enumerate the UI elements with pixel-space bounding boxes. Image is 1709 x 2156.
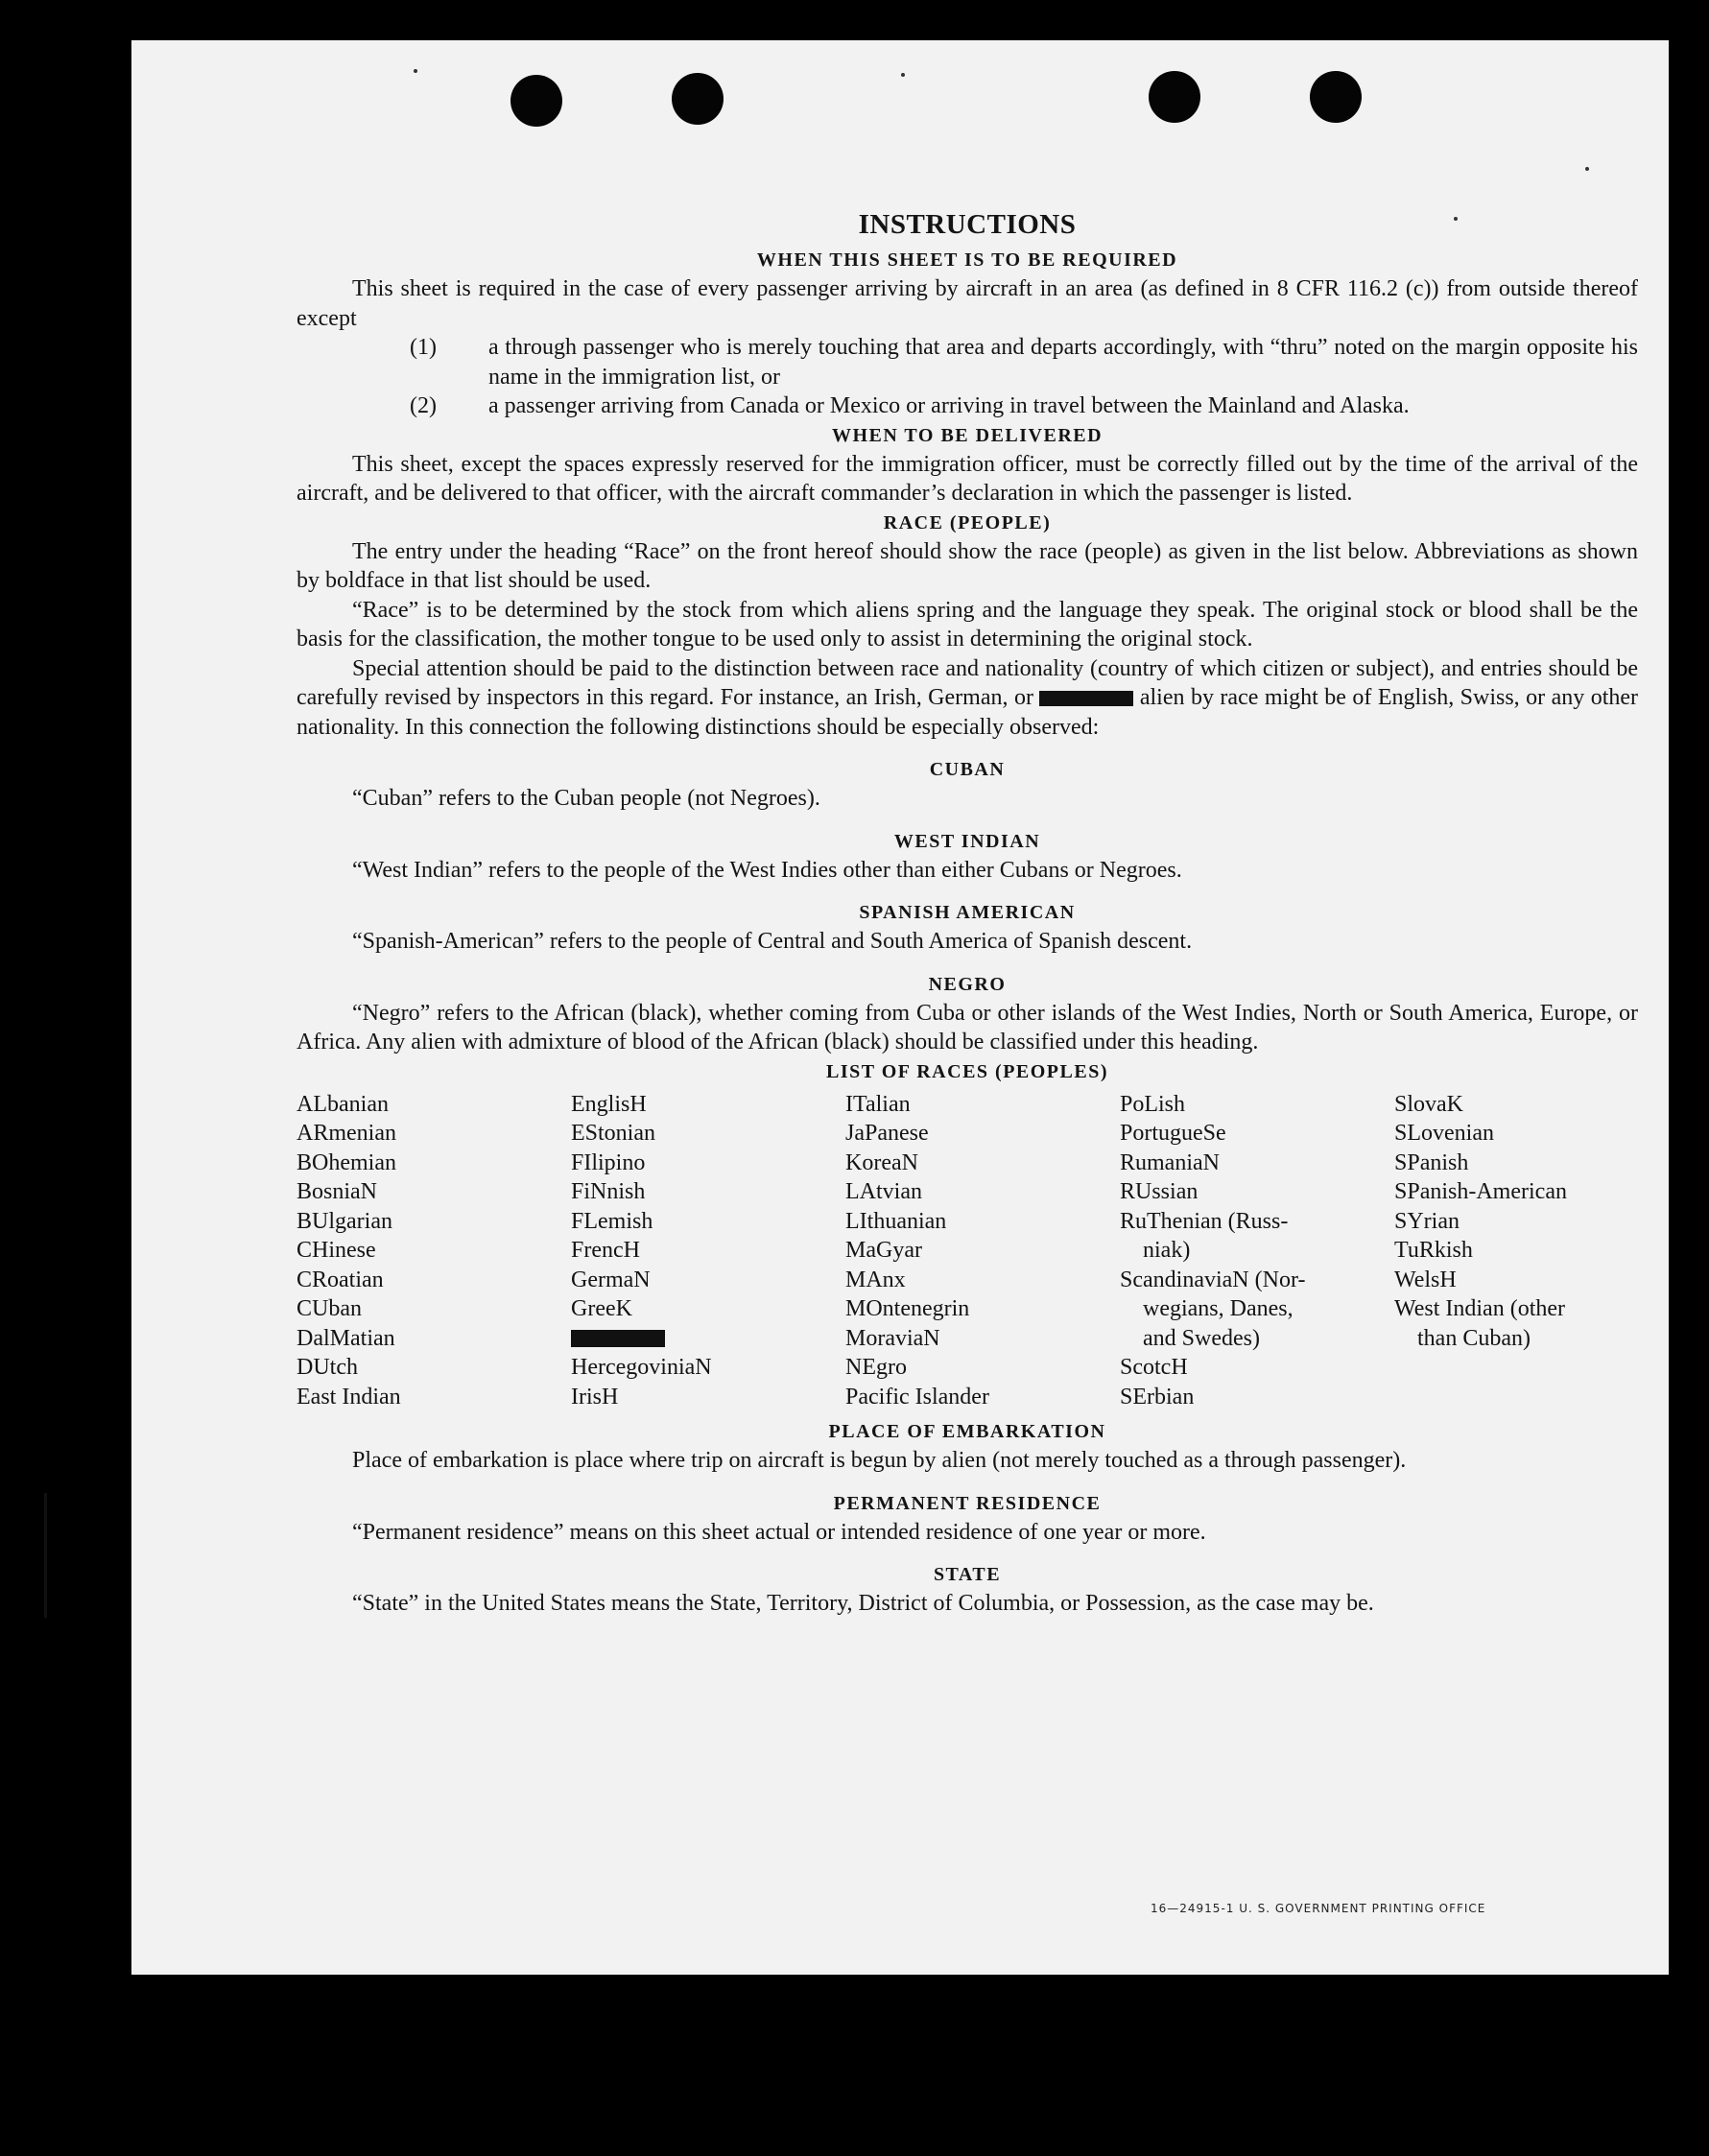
- state-text: “State” in the United States means the State, Territory, District of Columbia, or Possession, as the case may be.: [352, 1591, 1374, 1616]
- printer-footer: 16—24915-1 U. S. GOVERNMENT PRINTING OFFICE: [1151, 1902, 1486, 1915]
- race-entry: IrisH: [571, 1384, 619, 1410]
- race-entry: SYrian: [1394, 1208, 1460, 1234]
- race-entry: MOntenegrin: [845, 1296, 970, 1321]
- document-sheet: [131, 40, 1669, 1975]
- race-entry: SLovenian: [1394, 1121, 1494, 1146]
- redaction-mark: [1039, 691, 1133, 706]
- cuban-text: “Cuban” refers to the Cuban people (not Negroes).: [352, 786, 820, 811]
- heading-west-indian: WEST INDIAN: [893, 830, 1041, 852]
- race-paragraph-3-start: Special attention should be paid to the distinction between race and nationality (country of which citizen or subject), and entries should be carefully revised by inspectors in this regard. For instance, an Irish, German, or: [297, 655, 1638, 710]
- race-entry: MoraviaN: [845, 1325, 940, 1351]
- spanish-american-text: “Spanish-American” refers to the people of Central and South America of Spanish descent.: [352, 929, 1193, 954]
- race-entry: LAtvian: [845, 1179, 922, 1204]
- exception-number: (2): [410, 393, 437, 418]
- race-list: [297, 1090, 1638, 1412]
- race-entry: PoLish: [1120, 1091, 1186, 1117]
- instructions-content: [297, 203, 1638, 1619]
- race-entry: Pacific Islander: [845, 1384, 989, 1410]
- exception-item-1: [297, 333, 1638, 391]
- race-entry: HercegoviniaN: [571, 1355, 712, 1380]
- race-entry: RumaniaN: [1120, 1149, 1220, 1175]
- race-entry: ScandinaviaN (Nor-: [1120, 1267, 1306, 1292]
- race-entry: FIlipino: [571, 1149, 646, 1175]
- exception-text: a passenger arriving from Canada or Mexico or arriving in travel between the Mainland and Alaska.: [488, 393, 1410, 418]
- race-entry: SErbian: [1120, 1384, 1195, 1410]
- race-entry: SPanish-American: [1394, 1179, 1567, 1204]
- race-entry: KoreaN: [845, 1149, 918, 1175]
- paper-speck: [1585, 167, 1589, 171]
- race-entry-continued: and Swedes): [1143, 1325, 1260, 1351]
- embarkation-text: Place of embarkation is place where trip on aircraft is begun by alien (not merely touched as a through passenger).: [352, 1448, 1407, 1473]
- heading-list-of-races: LIST OF RACES (PEOPLES): [825, 1060, 1108, 1082]
- race-entry: MaGyar: [845, 1238, 922, 1263]
- race-entry: SPanish: [1394, 1149, 1469, 1175]
- race-entry: PortugueSe: [1120, 1121, 1226, 1146]
- heading-embarkation: PLACE OF EMBARKATION: [828, 1421, 1106, 1442]
- race-entry: TuRkish: [1394, 1238, 1473, 1263]
- race-entry: SlovaK: [1394, 1091, 1463, 1117]
- race-column-4: [1120, 1090, 1394, 1412]
- race-entry: FrencH: [571, 1238, 640, 1263]
- race-entry: RUssian: [1120, 1179, 1199, 1204]
- race-entry-continued: niak): [1143, 1238, 1191, 1263]
- race-entry: JaPanese: [845, 1121, 929, 1146]
- heading-state: STATE: [933, 1564, 1002, 1585]
- heading-spanish-american: SPANISH AMERICAN: [859, 902, 1076, 923]
- race-entry: NEgro: [845, 1355, 907, 1380]
- race-paragraph-3-end: alien by race might be of English, Swiss, or any other nationality. In this connection the following distinctions should be especially observed:: [297, 685, 1639, 740]
- race-paragraph-1: The entry under the heading “Race” on the front hereof should show the race (people) as given in the list below. Abbreviations as shown by boldface in that list should be used.: [297, 538, 1638, 593]
- race-entry: BUlgarian: [297, 1208, 392, 1234]
- race-paragraph-2: “Race” is to be determined by the stock from which aliens spring and the language they speak. The original stock or blood shall be the basis for the classification, the mother tongue to be used only to assist in determining the original stock.: [297, 597, 1638, 652]
- paper-speck: [414, 69, 417, 73]
- race-entry-continued: than Cuban): [1417, 1325, 1531, 1351]
- race-entry: ARmenian: [297, 1121, 396, 1146]
- race-entry: RuThenian (Russ-: [1120, 1208, 1289, 1234]
- race-entry: GermaN: [571, 1267, 651, 1292]
- race-entry: FiNnish: [571, 1179, 646, 1204]
- race-entry: ScotcH: [1120, 1355, 1188, 1380]
- race-entry: FLemish: [571, 1208, 653, 1234]
- race-entry: ITalian: [845, 1091, 911, 1117]
- punch-hole: [672, 73, 724, 125]
- heading-permanent-residence: PERMANENT RESIDENCE: [833, 1492, 1102, 1514]
- race-entry: MAnx: [845, 1267, 906, 1292]
- race-paragraph-3: [297, 654, 1638, 743]
- race-entry-continued: wegians, Danes,: [1143, 1296, 1294, 1321]
- paper-speck: [901, 73, 905, 77]
- punch-hole: [1310, 71, 1362, 123]
- west-indian-text: “West Indian” refers to the people of the West Indies other than either Cubans or Negroes.: [352, 857, 1182, 883]
- redaction-mark: [571, 1330, 665, 1347]
- heading-when-required: WHEN THIS SHEET IS TO BE REQUIRED: [756, 249, 1178, 271]
- race-entry: WelsH: [1394, 1267, 1457, 1292]
- race-entry: East Indian: [297, 1384, 401, 1410]
- race-entry-redacted: [571, 1324, 845, 1354]
- punch-hole: [510, 75, 562, 127]
- race-entry: EStonian: [571, 1121, 655, 1146]
- punch-hole: [1149, 71, 1200, 123]
- scan-edge-mark: [44, 1493, 47, 1618]
- race-entry: EnglisH: [571, 1091, 647, 1117]
- race-entry: CHinese: [297, 1238, 376, 1263]
- race-column-1: [297, 1090, 571, 1412]
- race-entry: DUtch: [297, 1355, 358, 1380]
- heading-race: RACE (PEOPLE): [883, 511, 1052, 533]
- race-entry: LIthuanian: [845, 1208, 947, 1234]
- race-column-2: [571, 1090, 845, 1412]
- delivered-text: This sheet, except the spaces expressly reserved for the immigration officer, must be correctly filled out by the time of the arrival of the aircraft, and be delivered to that officer, with the aircraft commander’s declaration in which the passenger is listed.: [297, 451, 1638, 506]
- race-entry: West Indian (other: [1394, 1296, 1566, 1321]
- heading-when-delivered: WHEN TO BE DELIVERED: [831, 424, 1104, 446]
- race-entry: BosniaN: [297, 1179, 377, 1204]
- exception-text: a through passenger who is merely touching that area and departs accordingly, with “thru” noted on the margin opposite his name in the immigration list, or: [488, 335, 1638, 390]
- race-entry: CUban: [297, 1296, 362, 1321]
- page-title: INSTRUCTIONS: [858, 209, 1077, 240]
- race-entry: CRoatian: [297, 1267, 384, 1292]
- race-entry: DalMatian: [297, 1325, 395, 1351]
- race-entry: GreeK: [571, 1296, 632, 1321]
- residence-text: “Permanent residence” means on this sheet actual or intended residence of one year or more.: [352, 1519, 1206, 1545]
- required-intro: This sheet is required in the case of every passenger arriving by aircraft in an area (as defined in 8 CFR 116.2 (c)) from outside thereof except: [297, 276, 1638, 331]
- exception-number: (1): [410, 335, 437, 360]
- heading-cuban: CUBAN: [929, 759, 1006, 780]
- negro-text: “Negro” refers to the African (black), whether coming from Cuba or other islands of the West Indies, North or South America, Europe, or Africa. Any alien with admixture of blood of the African (black) should be classified under this heading.: [297, 1000, 1638, 1054]
- race-column-3: [845, 1090, 1120, 1412]
- heading-negro: NEGRO: [928, 973, 1007, 995]
- race-entry: ALbanian: [297, 1091, 389, 1117]
- exception-item-2: [297, 391, 1638, 421]
- race-entry: BOhemian: [297, 1149, 396, 1175]
- race-column-5: [1394, 1090, 1644, 1412]
